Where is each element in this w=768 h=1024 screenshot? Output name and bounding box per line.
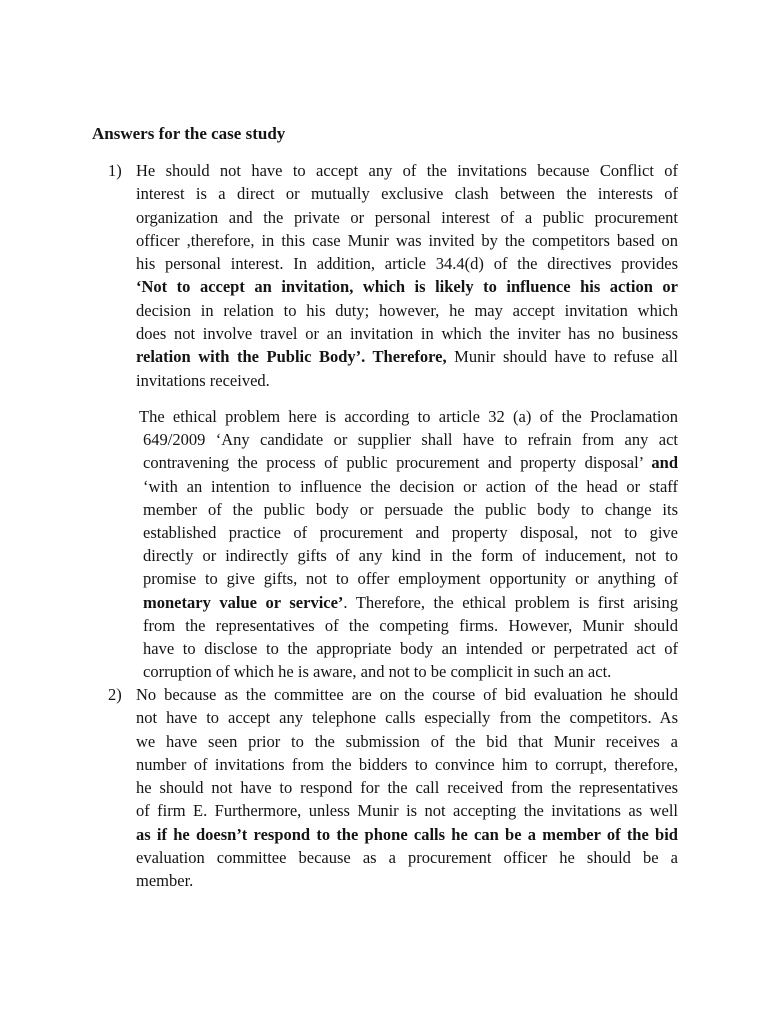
text-line: organization and the private or personal interest of a public procurement [136,207,678,227]
text-line: promise to give gifts, not to offer employment opportunity or anything of [143,569,678,589]
text-line: officer ,therefore, in this case Munir was invited by the competitors based on [136,230,678,250]
text-line: not have to accept any telephone calls especially from the competitors. As [136,708,678,728]
page-title: Answers for the case study [92,124,286,143]
text-line: monetary value or service’. Therefore, the ethical problem is first arising [143,592,678,612]
text-line: does not involve travel or an invitation in which the inviter has no business [136,324,678,344]
text-line: contravening the process of public procurement and property disposal’ and [143,453,678,473]
list-item-1 [108,159,678,392]
list-item-text [136,159,678,392]
text-line: corruption of which he is aware, and not to be complicit in such an act. [143,662,612,682]
text-line: established practice of procurement and property disposal, not to give [143,523,678,543]
text-line: evaluation committee because as a procurement officer he should be a [136,848,678,868]
text-line: have to disclose to the appropriate body an intended or perpetrated act of [143,639,678,659]
list-item-2 [108,683,678,893]
list-item-number: 1) [108,161,122,180]
text-line: interest is a direct or mutually exclusive clash between the interests of [136,184,678,204]
text-line: directly or indirectly gifts of any kind in the form of inducement, not to [143,546,678,566]
text-line: he should not have to respond for the call received from the representatives [136,778,678,798]
text-line: The ethical problem here is according to article 32 (a) of the Proclamation [139,407,678,426]
text-line: decision in relation to his duty; however, he may accept invitation which [136,300,678,320]
text-line: ‘with an intention to influence the decision or action of the head or staff [143,476,678,496]
text-line: He should not have to accept any of the invitations because Conflict of [136,161,678,180]
text-line: No because as the committee are on the course of bid evaluation he should [136,685,678,704]
list-item-text [136,683,678,893]
text-line: his personal interest. In addition, article 34.4(d) of the directives provides [136,254,678,274]
text-line: invitations received. [136,370,270,390]
text-line: from the representatives of the competing firms. However, Munir should [143,615,678,635]
list-item-number: 2) [108,685,122,704]
text-line: we have seen prior to the submission of the bid that Munir receives a [136,731,678,751]
ethical-problem-paragraph [138,405,678,683]
text-line: 649/2009 ‘Any candidate or supplier shall have to refrain from any act [143,430,678,450]
text-line: member of the public body or persuade the public body to change its [143,499,678,519]
text-line: number of invitations from the bidders to convince him to corrupt, therefore, [136,754,678,774]
text-line: member. [136,871,194,891]
text-line-bold: as if he doesn’t respond to the phone calls he can be a member of the bid [136,824,678,844]
text-line-bold: ‘Not to accept an invitation, which is likely to influence his action or [136,277,678,297]
text-line: relation with the Public Body’. Therefore, Munir should have to refuse all [136,347,678,367]
text-line: of firm E. Furthermore, unless Munir is not accepting the invitations as well [136,801,678,821]
